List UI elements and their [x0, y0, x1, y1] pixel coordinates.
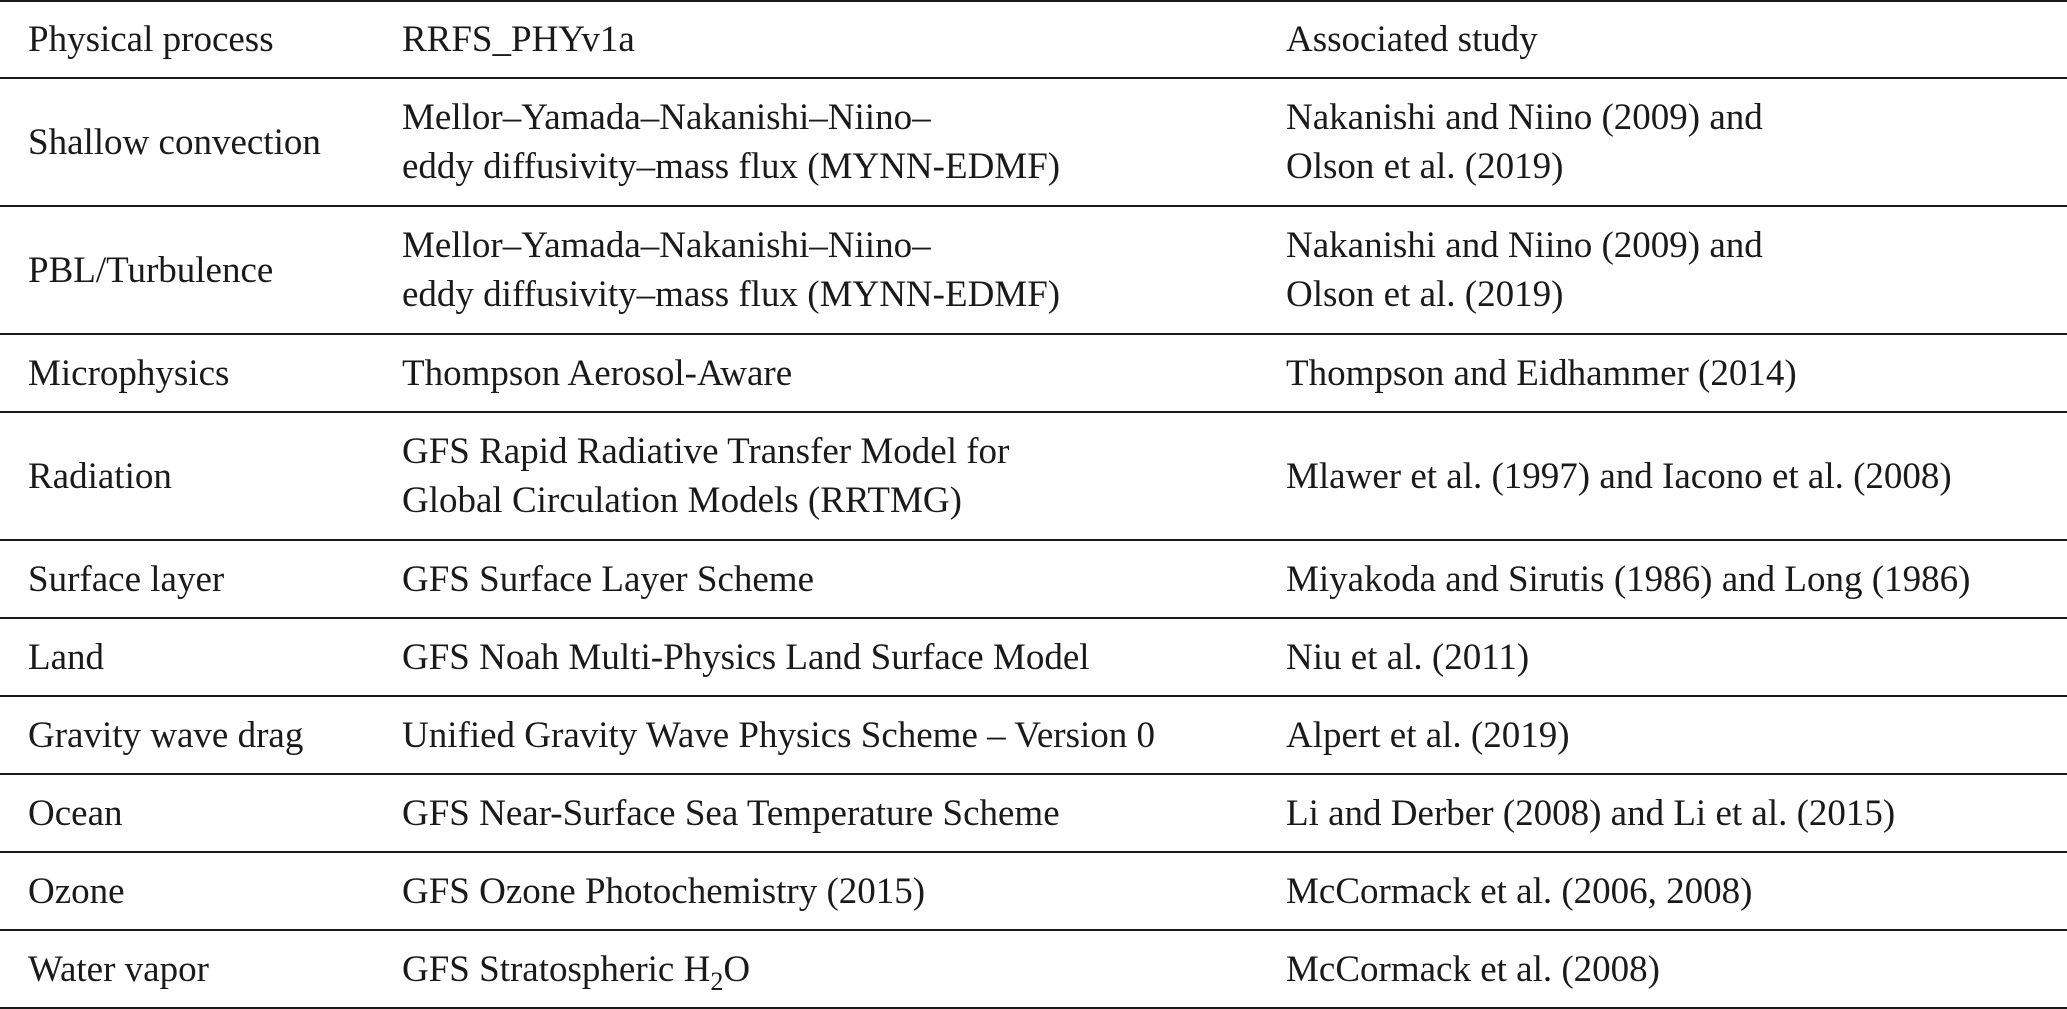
scheme-cell — [374, 78, 1260, 206]
study-cell: Thompson and Eidhammer (2014) — [1286, 352, 1797, 394]
table-row — [0, 852, 2067, 930]
scheme-cell: Thompson Aerosol-Aware — [402, 352, 793, 394]
table-row — [0, 618, 2067, 696]
study-cell: Mlawer et al. (1997) and Iacono et al. (2008) — [1286, 455, 1952, 497]
scheme-cell: GFS Ozone Photochemistry (2015) — [402, 870, 926, 912]
study-cell: Li and Derber (2008) and Li et al. (2015) — [1286, 792, 1896, 834]
study-cell: Alpert et al. (2019) — [1286, 714, 1570, 756]
scheme-line: Mellor–Yamada–Nakanishi–Niino– — [402, 97, 931, 138]
study-cell: McCormack et al. (2006, 2008) — [1286, 870, 1753, 912]
study-cell — [1260, 206, 2067, 334]
scheme-cell: GFS Near-Surface Sea Temperature Scheme — [402, 792, 1060, 834]
process-cell: Shallow convection — [28, 121, 321, 163]
table-header-row — [0, 1, 2067, 78]
study-cell: Miyakoda and Sirutis (1986) and Long (1986) — [1286, 558, 1971, 600]
header-physical-process: Physical process — [28, 19, 274, 60]
process-cell: PBL/Turbulence — [28, 249, 274, 291]
scheme-cell: Unified Gravity Wave Physics Scheme – Version 0 — [402, 714, 1156, 756]
scheme-line: eddy diffusivity–mass flux (MYNN-EDMF) — [402, 274, 1061, 315]
scheme-cell: GFS Surface Layer Scheme — [402, 558, 815, 600]
study-line: Olson et al. (2019) — [1286, 146, 1564, 187]
subscript-two: 2 — [710, 966, 724, 996]
scheme-cell — [374, 412, 1260, 540]
process-cell: Land — [28, 636, 105, 678]
study-line: Nakanishi and Niino (2009) and — [1286, 225, 1763, 266]
process-cell: Microphysics — [28, 352, 230, 394]
table-row — [0, 930, 2067, 1008]
study-cell: Niu et al. (2011) — [1286, 636, 1530, 678]
header-scheme: RRFS_PHYv1a — [402, 19, 635, 60]
table-row — [0, 412, 2067, 540]
study-line: Nakanishi and Niino (2009) and — [1286, 97, 1763, 138]
scheme-line: eddy diffusivity–mass flux (MYNN-EDMF) — [402, 146, 1061, 187]
scheme-text-prefix: GFS Stratospheric H — [402, 948, 711, 990]
table-row — [0, 540, 2067, 618]
scheme-cell — [374, 206, 1260, 334]
table-row — [0, 334, 2067, 412]
process-cell: Ocean — [28, 792, 123, 834]
process-cell: Gravity wave drag — [28, 714, 304, 756]
table-row — [0, 774, 2067, 852]
scheme-line: Mellor–Yamada–Nakanishi–Niino– — [402, 225, 931, 266]
process-cell: Radiation — [28, 455, 172, 497]
header-associated-study: Associated study — [1286, 19, 1538, 60]
scheme-cell — [374, 930, 1260, 1008]
study-cell: McCormack et al. (2008) — [1286, 948, 1660, 990]
scheme-cell: GFS Noah Multi-Physics Land Surface Model — [402, 636, 1090, 678]
table-row — [0, 78, 2067, 206]
scheme-text-suffix: O — [723, 948, 751, 990]
process-cell: Water vapor — [28, 948, 209, 990]
scheme-line: Global Circulation Models (RRTMG) — [402, 480, 962, 521]
scheme-line: GFS Rapid Radiative Transfer Model for — [402, 431, 1010, 472]
process-cell: Ozone — [28, 870, 125, 912]
study-line: Olson et al. (2019) — [1286, 274, 1564, 315]
study-cell — [1260, 78, 2067, 206]
table-row — [0, 696, 2067, 774]
table-row — [0, 206, 2067, 334]
process-cell: Surface layer — [28, 558, 225, 600]
